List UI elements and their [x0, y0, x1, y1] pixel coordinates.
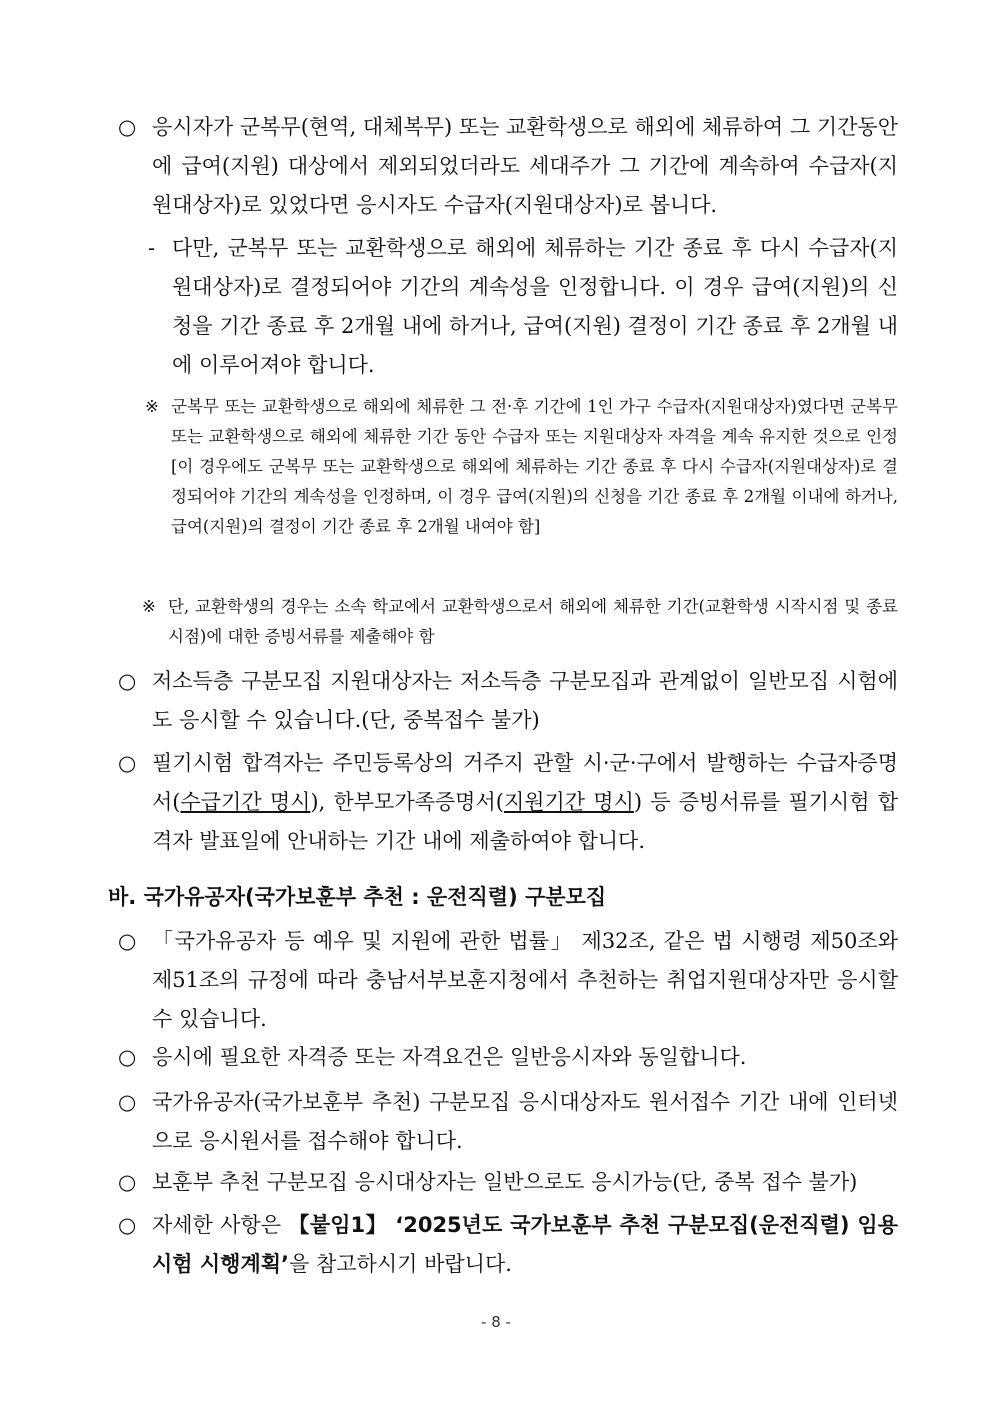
- paragraph-text: [152, 1206, 898, 1284]
- note-text: 단, 교환학생의 경우는 소속 학교에서 교환학생으로서 해외에 체류한 기간(교환학생 시작시점 및 종료시점)에 대한 증빙서류를 제출해야 함: [168, 597, 898, 646]
- sub-paragraph: [148, 229, 898, 385]
- note-text: 군복무 또는 교환학생으로 해외에 체류한 그 전·후 기간에 1인 가구 수급자(지원대상자)였다면 군복무 또는 교환학생으로 해외에 체류한 기간 동안 수급자 또는 지원대상자 자격을 계속 유지한 것으로 인정 [이 경우에도 군복무 또는 교환학생으로 해외에 체류하는 기간 종료 후 다시 수급자(지원대상자)로 결정되어야 기간의 계속성을 인정하며, 이 경우 급여(지원)의 신청을 기간 종료 후 2개월 이내에 하거나, 급여(지원)의 결정이 기간 종료 후 2개월 내여야 함]: [171, 397, 898, 536]
- paragraph: [118, 922, 898, 1039]
- paragraph-text: 보훈부 추천 구분모집 응시대상자는 일반으로도 응시가능(단, 중복 접수 불가): [152, 1170, 858, 1194]
- section-heading: 바. 국가유공자(국가보훈부 추천 : 운전직렬) 구분모집: [108, 885, 607, 909]
- paragraph-text: 응시에 필요한 자격증 또는 자격요건은 일반응시자와 동일합니다.: [152, 1045, 747, 1069]
- text-run: 자세한 사항은: [152, 1213, 289, 1237]
- text-run: ) 등 증빙서류를 필기시험 합격자 발표일에 안내하는 기간 내에 제출하여야 합니다.: [152, 790, 898, 853]
- bullet-circle: ○: [118, 1170, 137, 1194]
- sub-paragraph-text: 다만, 군복무 또는 교환학생으로 해외에 체류하는 기간 종료 후 다시 수급자(지원대상자)로 결정되어야 기간의 계속성을 인정합니다. 이 경우 급여(지원)의 신청을 기간 종료 후 2개월 내에 하거나, 급여(지원) 결정이 기간 종료 후 2개월 내에 이루어져야 합니다.: [172, 236, 898, 377]
- paragraph-text: 응시자가 군복무(현역, 대체복무) 또는 교환학생으로 해외에 체류하여 그 기간동안에 급여(지원) 대상에서 제외되었더라도 세대주가 그 기간에 계속하여 수급자(지원대상자)로 있었다면 응시자도 수급자(지원대상자)로 봅니다.: [152, 115, 898, 217]
- paragraph: [118, 744, 898, 861]
- bullet-dash: -: [148, 236, 156, 260]
- text-run: ), 한부모가족증명서(: [310, 790, 504, 814]
- bullet-circle: ○: [118, 929, 137, 953]
- bullet-circle: ○: [118, 1090, 137, 1114]
- note-mark: ※: [145, 397, 159, 416]
- note: [145, 392, 898, 542]
- paragraph-text: 「국가유공자 등 예우 및 지원에 관한 법률」 제32조, 같은 법 시행령 제50조와 제51조의 규정에 따라 충남서부보훈지청에서 추천하는 취업지원대상자만 응시할 수 있습니다.: [152, 929, 898, 1031]
- paragraph: [118, 1163, 898, 1202]
- text-run: 필기시험 합격자는 주민등록상의 거주지 관할 시·군·구에서 발행하는 수급자증명서(: [152, 751, 898, 814]
- underlined-text: 지원기간 명시: [503, 790, 634, 814]
- bullet-circle: ○: [118, 1045, 137, 1069]
- bold-reference: 【붙임1】 ‘2025년도 국가보훈부 추천 구분모집(운전직렬) 임용시험 시행계획’: [152, 1213, 898, 1276]
- underlined-text: 수급기간 명시: [180, 790, 311, 814]
- paragraph-text: 저소득층 구분모집 지원대상자는 저소득층 구분모집과 관계없이 일반모집 시험에도 응시할 수 있습니다.(단, 중복접수 불가): [152, 669, 898, 732]
- bullet-circle: ○: [118, 115, 137, 139]
- paragraph: [118, 1206, 898, 1284]
- paragraph: [118, 108, 898, 225]
- page-number: - 8 -: [481, 1313, 511, 1331]
- note: [142, 592, 898, 652]
- text-run: 을 참고하시기 바랍니다.: [289, 1252, 512, 1276]
- paragraph: [118, 1038, 898, 1077]
- paragraph: [118, 1083, 898, 1161]
- paragraph-text: 국가유공자(국가보훈부 추천) 구분모집 응시대상자도 원서접수 기간 내에 인터넷으로 응시원서를 접수해야 합니다.: [152, 1090, 898, 1153]
- note-mark: ※: [142, 597, 156, 616]
- paragraph-text: [152, 744, 898, 861]
- bullet-circle: ○: [118, 751, 137, 775]
- bullet-circle: ○: [118, 669, 137, 693]
- bullet-circle: ○: [118, 1213, 137, 1237]
- paragraph: [118, 662, 898, 740]
